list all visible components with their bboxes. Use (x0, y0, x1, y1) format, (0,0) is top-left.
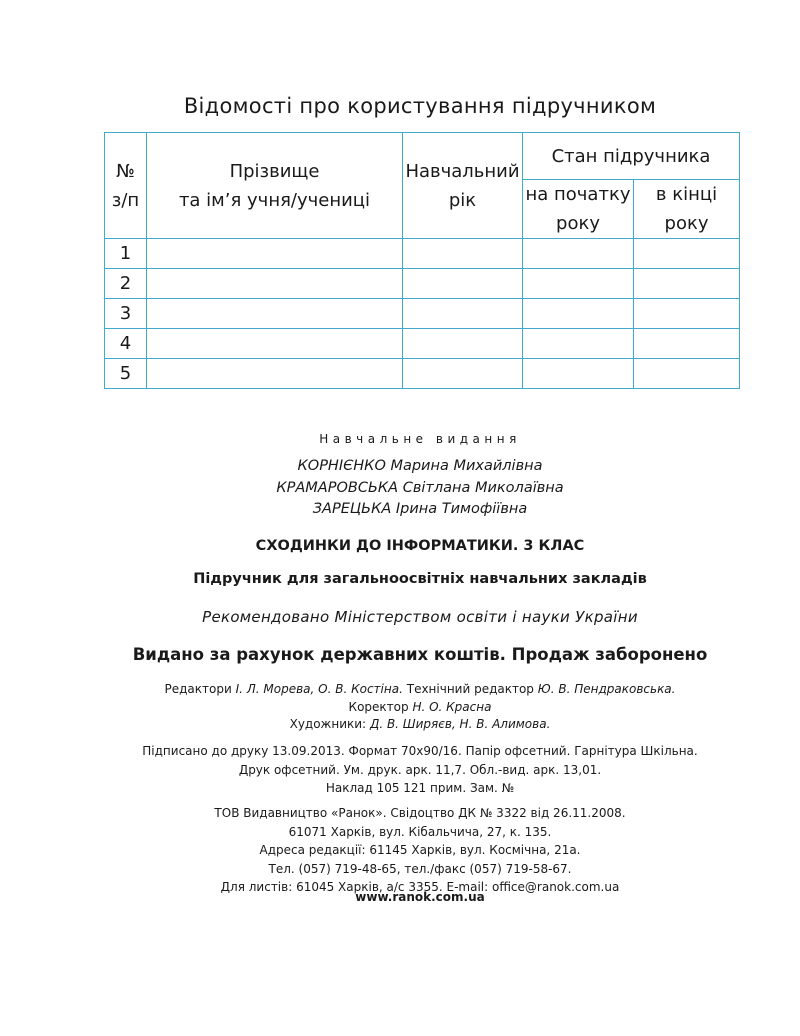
artists-names: Д. В. Ширяєв, Н. В. Алимова. (369, 717, 551, 731)
author-name: КОРНІЄНКО Марина Михайлівна (297, 458, 543, 474)
name-cell[interactable] (147, 269, 403, 299)
header-student-name: Прізвище та ім’я учня/учениці (147, 133, 403, 239)
end-cell[interactable] (634, 299, 740, 329)
print-line: Наклад 105 121 прим. Зам. № (325, 781, 515, 795)
recommendation-note: Рекомендовано Міністерством освіти і науки України (202, 608, 638, 626)
editors-names: І. Л. Морева, О. В. Костіна. (235, 682, 403, 696)
publisher-line: ТОВ Видавництво «Ранок». Свідоцтво ДК № 3322 від 26.11.2008. (214, 806, 626, 820)
artists-label: Художники: (289, 717, 367, 731)
year-cell[interactable] (403, 269, 523, 299)
authors-list (0, 456, 800, 521)
name-cell[interactable] (147, 359, 403, 389)
publisher-line: Адреса редакції: 61145 Харків, вул. Космічна, 21а. (259, 843, 581, 857)
header-end-of-year: в кінці року (634, 180, 740, 239)
publisher-line: Для листів: 61045 Харків, а/с 3355. E-mail: office@ranok.com.ua (220, 880, 620, 894)
publisher-line: 61071 Харків, вул. Кібальчича, 27, к. 135. (288, 824, 552, 839)
start-cell[interactable] (523, 299, 634, 329)
row-number: 5 (105, 359, 147, 389)
website-link[interactable]: www.ranok.com.ua (355, 890, 485, 904)
table-row (105, 299, 740, 329)
proofreader-label: Коректор (348, 700, 409, 714)
page-title: Відомості про користування підручником (183, 94, 657, 118)
year-cell[interactable] (403, 299, 523, 329)
header-start-of-year: на початку року (523, 180, 634, 239)
artists-credits (0, 717, 800, 731)
end-cell[interactable] (634, 269, 740, 299)
year-cell[interactable] (403, 329, 523, 359)
start-cell[interactable] (523, 269, 634, 299)
row-number: 2 (105, 269, 147, 299)
row-number: 3 (105, 299, 147, 329)
table-row (105, 239, 740, 269)
author-name: КРАМАРОВСЬКА Світлана Миколаївна (276, 479, 564, 496)
header-school-year: Навчальний рік (403, 133, 523, 239)
header-textbook-condition: Стан підручника (523, 133, 740, 180)
table-row (105, 329, 740, 359)
start-cell[interactable] (523, 359, 634, 389)
author-name: ЗАРЕЦЬКА Ірина Тимофіївна (312, 501, 528, 517)
editors-credits (0, 680, 800, 716)
name-cell[interactable] (147, 329, 403, 359)
year-cell[interactable] (403, 239, 523, 269)
table-row (105, 269, 740, 299)
publisher-info (0, 804, 800, 897)
end-cell[interactable] (634, 329, 740, 359)
table-row (105, 359, 740, 389)
row-number: 1 (105, 239, 147, 269)
end-cell[interactable] (634, 239, 740, 269)
book-title: СХОДИНКИ ДО ІНФОРМАТИКИ. 3 КЛАС (255, 538, 585, 554)
tech-editor-label: Технічний редактор (406, 682, 534, 696)
print-line: Друк офсетний. Ум. друк. арк. 11,7. Обл.-вид. арк. 13,01. (238, 762, 602, 777)
name-cell[interactable] (147, 239, 403, 269)
publisher-line: Тел. (057) 719-48-65, тел./факс (057) 719-58-67. (268, 861, 572, 876)
textbook-usage-table (104, 132, 740, 389)
start-cell[interactable] (523, 329, 634, 359)
year-cell[interactable] (403, 359, 523, 389)
book-subtitle: Підручник для загальноосвітніх навчальних закладів (193, 571, 647, 587)
proofreader-name: Н. О. Красна (412, 700, 492, 714)
header-number: № з/п (105, 133, 147, 239)
print-details (0, 742, 800, 798)
editors-label: Редактори (164, 682, 232, 696)
edition-type: Навчальне видання (319, 432, 521, 446)
print-line: Підписано до друку 13.09.2013. Формат 70х90/16. Папір офсетний. Гарнітура Шкільна. (142, 744, 698, 758)
name-cell[interactable] (147, 299, 403, 329)
end-cell[interactable] (634, 359, 740, 389)
tech-editor-name: Ю. В. Пендраковська. (537, 682, 676, 696)
row-number: 4 (105, 329, 147, 359)
start-cell[interactable] (523, 239, 634, 269)
funding-note: Видано за рахунок державних коштів. Продаж заборонено (132, 645, 708, 664)
